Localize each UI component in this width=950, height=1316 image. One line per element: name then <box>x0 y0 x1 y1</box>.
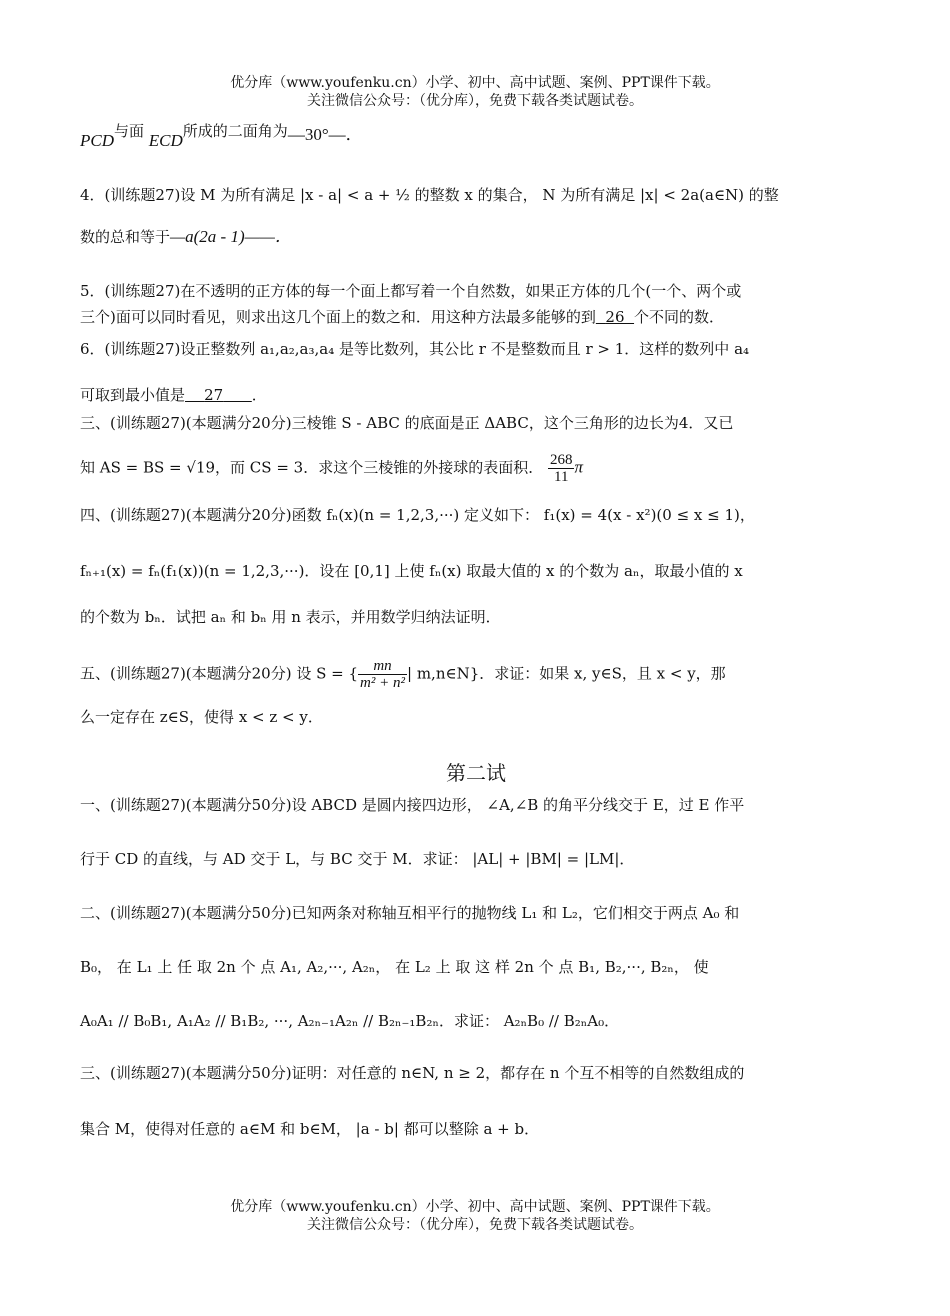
header-line-2: 关注微信公众号：（优分库），免费下载各类试题试卷。 <box>307 93 643 109</box>
q4-line-2 <box>80 226 872 248</box>
p3-line-2 <box>80 452 872 485</box>
q5-line-2-post: 个不同的数． <box>634 308 725 326</box>
page-footer <box>0 1198 950 1234</box>
plane-pcd: PCD <box>80 131 114 150</box>
q6-answer-value: 27 <box>204 386 224 404</box>
q5-line-1: 5．(训练题27)在不透明的正方体的每一个面上都写着一个自然数，如果正方体的几个(一个、两个或 <box>80 282 742 300</box>
p4-line-1: 四、(训练题27)(本题满分20分)函数 fₙ(x)(n = 1,2,3,···) 定义如下： f₁(x) = 4(x - x²)(0 ≤ x ≤ 1)， <box>80 506 755 524</box>
st-p3-line-1: 三、(训练题27)(本题满分50分)证明：对任意的 n∈N, n ≥ 2，都存在 n 个互不相等的自然数组成的 <box>80 1064 745 1082</box>
q5-answer-value: 26 <box>605 308 625 326</box>
st-p2-line-1: 二、(训练题27)(本题满分50分)已知两条对称轴互相平行的抛物线 L₁ 和 L₂，它们相交于两点 A₀ 和 <box>80 904 740 922</box>
st-p1-line-2: 行于 CD 的直线，与 AD 交于 L，与 BC 交于 M．求证： |AL| + |BM| = |LM|． <box>80 850 635 868</box>
st-p3-line-2: 集合 M，使得对任意的 a∈M 和 b∈M， |a - b| 都可以整除 a + b． <box>80 1120 540 1138</box>
header-line-1: 优分库（www.youfenku.cn）小学、初中、高中试题、案例、PPT课件下载。 <box>230 75 720 91</box>
p3-answer-numerator: 268 <box>549 452 573 468</box>
p5-line-1-pre: 五、(训练题27)(本题满分20分) 设 S = { <box>80 664 359 683</box>
p4-line-2: fₙ₊₁(x) = fₙ(f₁(x))(n = 1,2,3,···)．设在 [0,1] 上使 fₙ(x) 取最大值的 x 的个数为 aₙ，取最小值的 x <box>80 562 743 580</box>
p3-answer-denominator: 11 <box>554 469 569 485</box>
q3-tail-text-1: 与面 <box>114 122 145 140</box>
footer-line-2: 关注微信公众号：（优分库），免费下载各类试题试卷。 <box>307 1217 643 1233</box>
st-p1-line-1: 一、(训练题27)(本题满分50分)设 ABCD 是圆内接四边形， ∠A,∠B 的角平分线交于 E，过 E 作平 <box>80 796 745 814</box>
p3-line-2-text: 知 AS = BS = √19，而 CS = 3．求这个三棱锥的外接球的表面积． <box>80 458 544 477</box>
q3-tail-text-2: 所成的二面角为 <box>182 122 288 140</box>
p3-line-1: 三、(训练题27)(本题满分20分)三棱锥 S - ABC 的底面是正 ΔABC，这个三角形的边长为4．又已 <box>80 414 734 432</box>
q5-line-2-pre: 三个)面可以同时看见，则求出这几个面上的数之和．用这种方法最多能够的到 <box>80 308 596 326</box>
second-test-title: 第二试 <box>446 761 506 785</box>
q3-tail-line <box>80 122 872 152</box>
p5-line-2: 么一定存在 z∈S，使得 x < z < y． <box>80 708 323 726</box>
q4-answer: —a(2a - 1)——． <box>170 227 292 246</box>
p5-frac-denominator: m² + n² <box>360 675 405 691</box>
q5-line-2 <box>80 306 872 328</box>
q6-line-2 <box>80 384 872 406</box>
st-p2-line-2: B₀， 在 L₁ 上 任 取 2n 个 点 A₁, A₂,···, A₂ₙ， 在 L₂ 上 取 这 样 2n 个 点 B₁, B₂,···, B₂ₙ， 使 <box>80 958 709 976</box>
p5-set-fraction <box>358 658 407 691</box>
p3-answer-pi: π <box>574 457 584 477</box>
p5-line-1 <box>80 658 872 691</box>
page-header <box>0 74 950 110</box>
q6-line-1: 6．(训练题27)设正整数列 a₁,a₂,a₃,a₄ 是等比数列，其公比 r 不是整数而且 r > 1．这样的数列中 a₄ <box>80 340 750 358</box>
footer-line-1: 优分库（www.youfenku.cn）小学、初中、高中试题、案例、PPT课件下载。 <box>230 1199 720 1215</box>
q6-answer <box>185 386 252 404</box>
q6-line-2-pre: 可取到最小值是 <box>80 386 186 404</box>
q6-line-2-post: ． <box>251 386 267 404</box>
q4-line-1: 4．(训练题27)设 M 为所有满足 |x - a| < a + ½ 的整数 x 的集合， N 为所有满足 |x| < 2a(a∈N) 的整 <box>80 186 779 204</box>
q3-answer: —30°—． <box>287 125 363 144</box>
plane-ecd: ECD <box>148 131 183 150</box>
q5-answer <box>596 308 634 326</box>
p4-line-3: 的个数为 bₙ．试把 aₙ 和 bₙ 用 n 表示，并用数学归纳法证明． <box>80 608 501 626</box>
st-p2-line-3: A₀A₁ // B₀B₁, A₁A₂ // B₁B₂, ···, A₂ₙ₋₁A₂ₙ // B₂ₙ₋₁B₂ₙ．求证： A₂ₙB₀ // B₂ₙA₀． <box>80 1012 620 1030</box>
p3-answer-fraction <box>548 452 575 485</box>
p5-line-1-post: | m,n∈N}．求证：如果 x, y∈S，且 x < y，那 <box>407 664 726 683</box>
p5-frac-numerator: mn <box>358 658 407 675</box>
q4-line-2-text: 数的总和等于 <box>80 228 171 246</box>
